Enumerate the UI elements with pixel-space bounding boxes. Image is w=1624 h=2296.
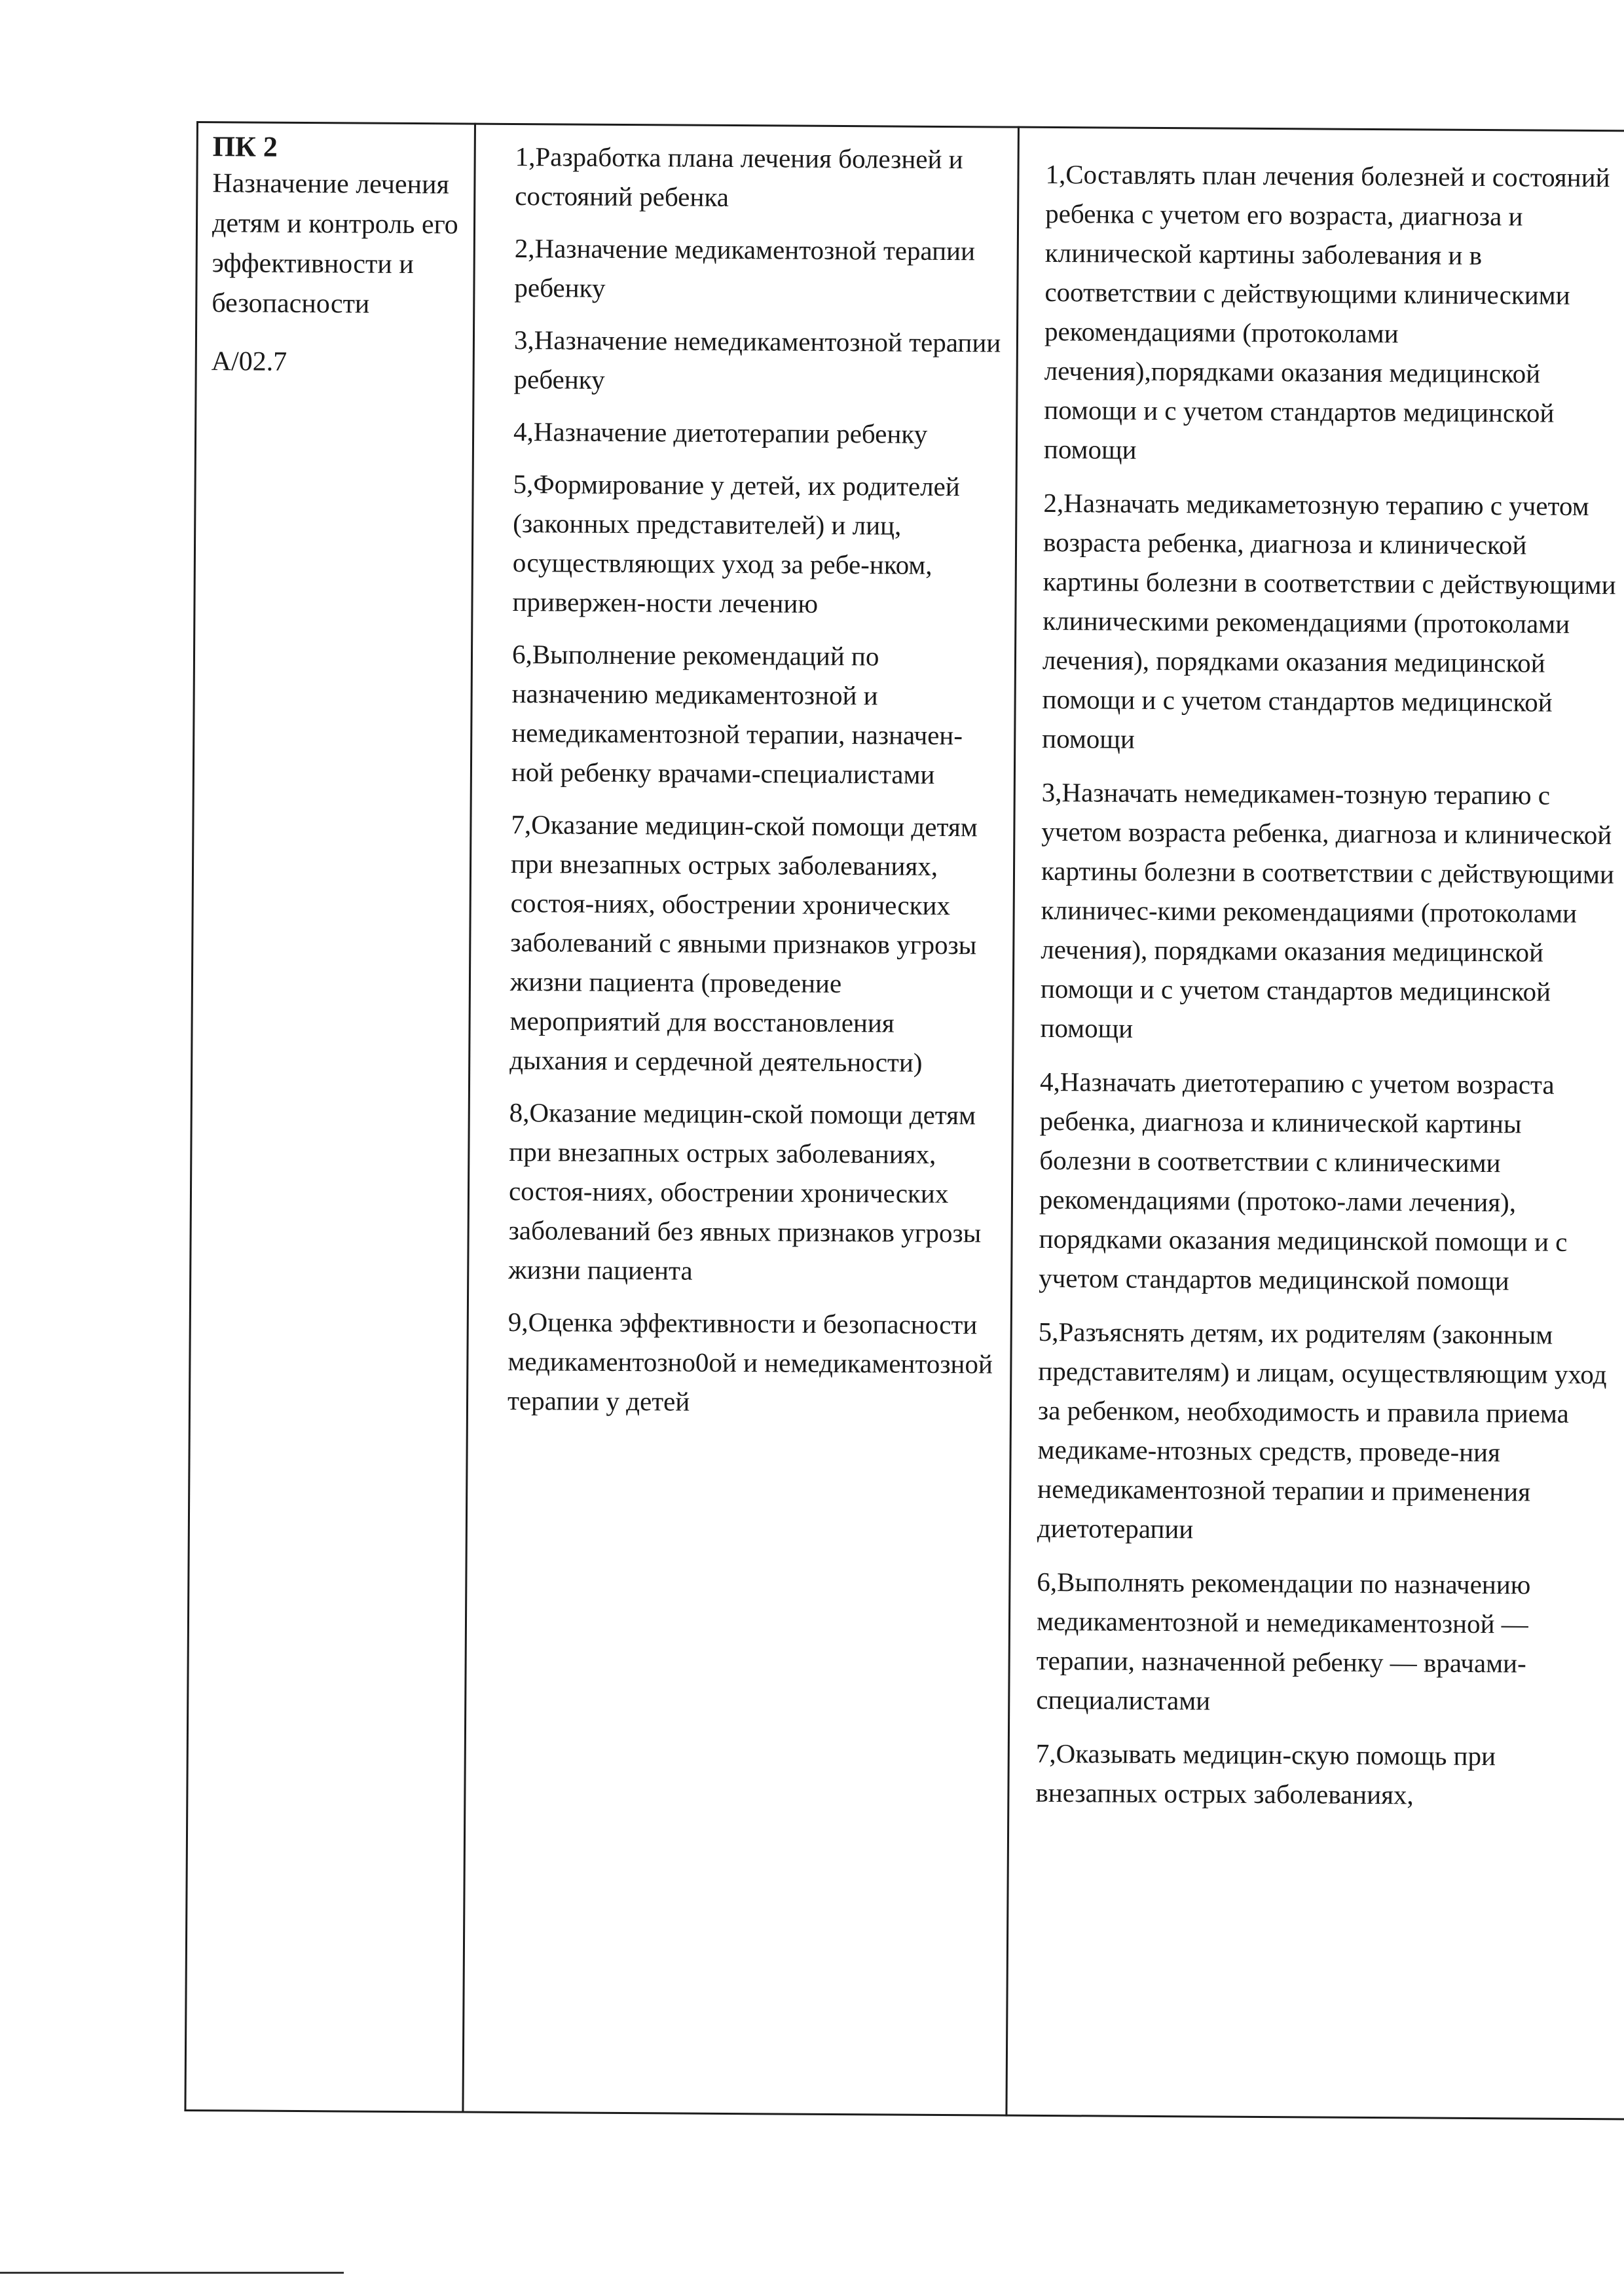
competency-cell xyxy=(185,122,475,2113)
action-item: 9,Оценка эффективности и безопасности медикаментозно0ой и немедикаментозной терапии у детей xyxy=(507,1306,993,1417)
skill-item: 4,Назначать диетотерапию с учетом возраста ребенка, диагноза и клинической картины болезни в соответствии с клиническими рекомендациями (протоко-лами лечения), порядками оказания медицинской помощи и с учетом стандартов медицинской помощи xyxy=(1039,1066,1568,1296)
action-item: 7,Оказание медицин-ской помощи детям при внезапных острых заболеваниях, состоя-ниях, обострении хронических заболеваний с явными признаков угрозы жизни пациента (проведение мероприятий для восстановления дыхания и сердечной деятельности) xyxy=(509,809,978,1078)
action-item: 2,Назначение медикаментозной терапии ребенку xyxy=(514,232,976,303)
skill-item: 3,Назначать немедикамен-тозную терапию с учетом возраста ребенка, диагноза и клинической картины болезни в соответствии с действующими клиничес-кими рекомендациями (протоколами лечения), порядками оказания медицинской помощи и с учетом стандартов медицинской помощи xyxy=(1040,776,1615,1044)
competency-table xyxy=(184,121,1624,2120)
action-item: 1,Разработка плана лечения болезней и состояний ребенка xyxy=(515,141,963,212)
action-item: 5,Формирование у детей, их родителей (законных представителей) и лиц, осуществляющих уход за ребе-нком, привержен-ности лечению xyxy=(512,468,960,619)
skill-item: 2,Назначать медикаметозную терапию с учетом возраста ребенка, диагноза и клинической картины болезни в соответствии с действующими клиническими рекомендациями (протоколами лечения), порядками оказания медицинской помощи и с учетом стандартов медицинской помощи xyxy=(1042,487,1616,754)
footer-rule xyxy=(0,2272,344,2274)
action-item: 8,Оказание медицин-ской помощи детям при внезапных острых заболеваниях, состоя-ниях, обострении хронических заболеваний без явных признаков угрозы жизни пациента xyxy=(508,1097,982,1286)
skill-item: 1,Составлять план лечения болезней и состояний ребенка с учетом его возраста, диагноза и клинической картины заболевания и в соответствии с действующими клиническими рекомендациями (протоколами лечения),порядками оказания медицинской помощи и с учетом стандартов медицинской помощи xyxy=(1043,158,1610,465)
action-item: 4,Назначение диетотерапии ребенку xyxy=(513,416,928,449)
skills-cell xyxy=(1006,127,1624,2119)
competency-title: Назначение лечения детям и контроль его эффективности и безопасности xyxy=(212,168,458,319)
actions-cell xyxy=(463,124,1019,2115)
competency-code: ПК 2 xyxy=(212,130,278,163)
competency-reference: A/02.7 xyxy=(211,346,287,377)
action-item: 3,Назначение немедикаментозной терапии ребенку xyxy=(513,324,1001,395)
skill-item: 7,Оказывать медицин-скую помощь при внезапных острых заболеваниях, xyxy=(1035,1738,1496,1810)
action-item: 6,Выполнение рекомендаций по назначению медикаментозной и немедикаментозной терапии, назначен-ной ребенку врачами-специалистами xyxy=(511,638,963,790)
skill-item: 6,Выполнять рекомендации по назначению медикаментозной и немедикаментозной — терапии, назначенной ребенку — врачами-специалистами xyxy=(1036,1566,1531,1716)
skill-item: 5,Разъяснять детям, их родителям (законным представителям) и лицам, осуществляющим уход за ребенком, необходимость и правила приема медикаме-нтозных средств, проведе-ния немедикаментозной терапии и применения диетотерапии xyxy=(1037,1316,1607,1544)
table-row xyxy=(185,122,1624,2119)
